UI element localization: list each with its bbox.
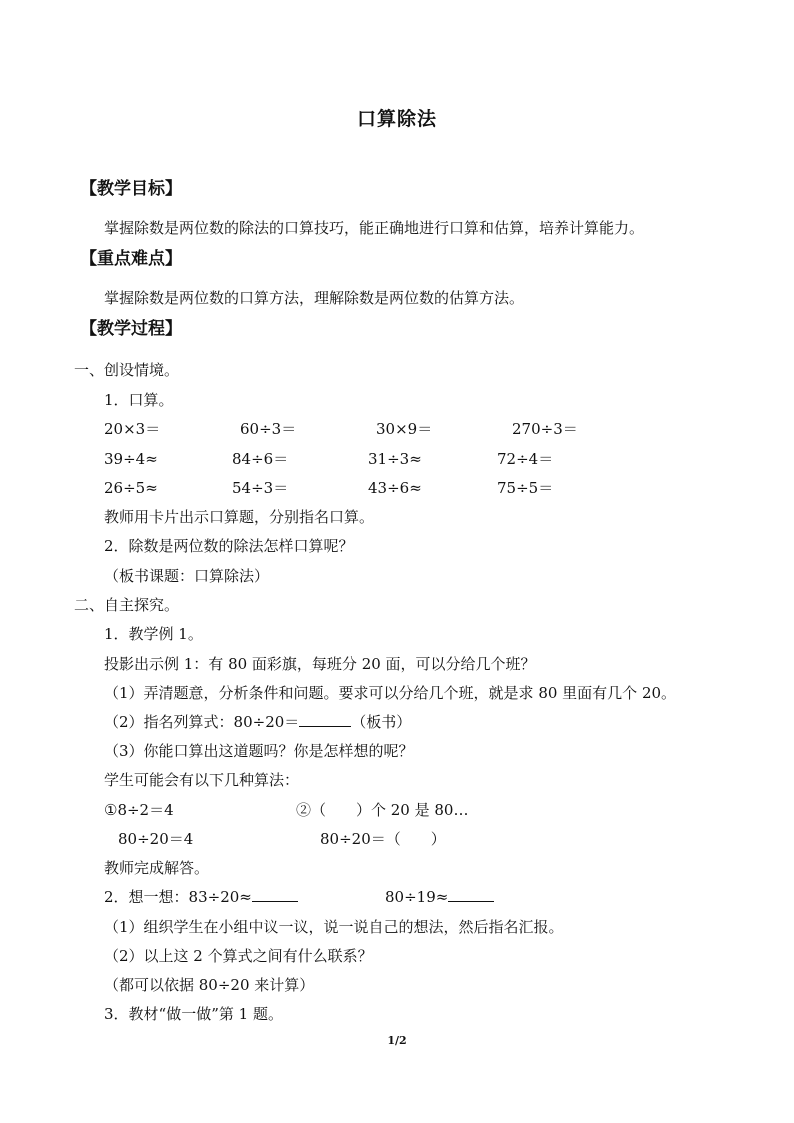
goal-heading: 【教学目标】 xyxy=(80,179,182,199)
question-2 xyxy=(104,712,411,732)
method-1-line-2: 80÷20＝4 xyxy=(118,830,194,848)
calc-cell: 60÷3＝ xyxy=(240,420,297,438)
think-text: 2．想一想：83÷20≈ xyxy=(104,888,252,906)
calc-cell: 43÷6≈ xyxy=(368,479,422,497)
key-heading: 【重点难点】 xyxy=(80,249,182,269)
question-3: （3）你能口算出这道题吗？你是怎样想的呢？ xyxy=(104,742,414,760)
method-1-line-1: ①8÷2＝4 xyxy=(104,801,174,819)
think-second xyxy=(385,887,494,907)
sub-question-2: （2）以上这 2 个算式之间有什么联系？ xyxy=(104,947,373,965)
calc-cell: 72÷4＝ xyxy=(497,450,554,468)
part1-item1: 1．口算。 xyxy=(104,391,174,409)
methods-intro: 学生可能会有以下几种算法： xyxy=(104,771,300,789)
calc-cell: 30×9＝ xyxy=(376,420,433,438)
part2-item2 xyxy=(104,887,298,907)
sub-question-1: （1）组织学生在小组中议一议，说一说自己的想法，然后指名汇报。 xyxy=(104,918,564,936)
part2-item3: 3．教材“做一做”第 1 题。 xyxy=(104,1005,283,1023)
calc-cell: 31÷3≈ xyxy=(368,450,422,468)
part1-item2: 2．除数是两位数的除法怎样口算呢？ xyxy=(104,537,354,555)
part2-item1: 1．教学例 1。 xyxy=(104,625,203,643)
key-text: 掌握除数是两位数的口算方法，理解除数是两位数的估算方法。 xyxy=(104,289,525,307)
page-number: 1/2 xyxy=(387,1034,407,1047)
process-heading: 【教学过程】 xyxy=(80,319,182,339)
answer-blank xyxy=(252,887,298,902)
board-note: （板书课题：口算除法） xyxy=(104,567,270,585)
calc-cell: 39÷4≈ xyxy=(104,450,158,468)
teacher-answer: 教师完成解答。 xyxy=(104,859,210,877)
projection-text: 投影出示例 1：有 80 面彩旗，每班分 20 面，可以分给几个班？ xyxy=(104,655,536,673)
method-2-line-2: 80÷20＝（ ） xyxy=(320,830,446,848)
calc-cell: 84÷6＝ xyxy=(232,450,289,468)
answer-blank xyxy=(299,712,351,727)
part1-heading: 一、创设情境。 xyxy=(74,361,180,379)
sub-answer: （都可以依据 80÷20 来计算） xyxy=(104,976,315,994)
calc-cell: 54÷3＝ xyxy=(232,479,289,497)
calc-cell: 26÷5≈ xyxy=(104,479,158,497)
question-2-text: （2）指名列算式：80÷20＝ xyxy=(104,713,300,731)
calc-cell: 20×3＝ xyxy=(104,420,161,438)
question-1: （1）弄清题意，分析条件和问题。要求可以分给几个班，就是求 80 里面有几个 20。 xyxy=(104,684,677,702)
answer-blank xyxy=(448,887,494,902)
page-title: 口算除法 xyxy=(356,108,437,130)
part2-heading: 二、自主探究。 xyxy=(74,596,180,614)
goal-text: 掌握除数是两位数的除法的口算技巧，能正确地进行口算和估算，培养计算能力。 xyxy=(104,219,645,237)
question-2-suffix: （板书） xyxy=(351,713,412,731)
teacher-cards-text: 教师用卡片出示口算题，分别指名口算。 xyxy=(104,508,375,526)
think-second-text: 80÷19≈ xyxy=(385,888,449,906)
calc-cell: 270÷3＝ xyxy=(512,420,578,438)
calc-cell: 75÷5＝ xyxy=(497,479,554,497)
method-2-line-1: ②（ ）个 20 是 80… xyxy=(296,801,469,819)
